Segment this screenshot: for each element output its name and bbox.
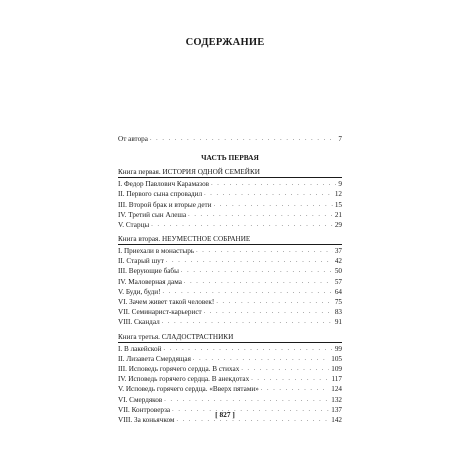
toc-entry	[118, 220, 342, 230]
toc-entry-page: 37	[334, 247, 342, 256]
toc-entry-label: III. Исповедь горячего сердца. В стихах	[118, 364, 240, 373]
toc-entry-page: 75	[334, 298, 342, 307]
toc-entry	[118, 277, 342, 287]
dot-leader	[162, 287, 332, 297]
toc-entry-page: 137	[331, 405, 342, 414]
page-title: СОДЕРЖАНИЕ	[185, 37, 265, 48]
toc-entry-page: 15	[334, 200, 342, 209]
dot-leader	[204, 307, 333, 317]
table-of-contents	[118, 134, 342, 425]
dot-leader	[150, 134, 336, 144]
toc-entry-label: III. Верующие бабы	[118, 267, 179, 276]
toc-entry-page: 7	[338, 134, 342, 143]
book-title: Книга первая. ИСТОРИЯ ОДНОЙ СЕМЕЙКИ	[118, 167, 342, 178]
toc-entry-label: V. Старцы	[118, 220, 150, 229]
toc-entry-label: IV. Маловерная дама	[118, 277, 182, 286]
toc-entry-label: VI. Смердяков	[118, 395, 163, 404]
toc-entry	[118, 344, 342, 354]
toc-entry	[118, 246, 342, 256]
dot-leader	[163, 344, 332, 354]
dot-leader	[184, 277, 333, 287]
toc-entry-label: VIII. За коньячком	[118, 415, 175, 424]
toc-entry-page: 21	[334, 210, 342, 219]
toc-entry-label: IV. Исповедь горячего сердца. В анекдотах	[118, 375, 250, 384]
toc-entry-page: 29	[334, 220, 342, 229]
toc-entry-page: 64	[334, 287, 342, 296]
dot-leader	[204, 189, 333, 199]
toc-entry-label: VII. Контроверза	[118, 405, 171, 414]
toc-entry	[118, 395, 342, 405]
dot-leader	[164, 395, 329, 405]
toc-entry-label: I. Федор Павлович Карамазов	[118, 180, 210, 189]
toc-entry-label: II. Первого сына спровадил	[118, 190, 203, 199]
dot-leader	[241, 364, 329, 374]
toc-entry-preface	[118, 134, 342, 144]
toc-entry-page: 42	[334, 257, 342, 266]
toc-entry-page: 9	[338, 180, 342, 189]
toc-entry-page: 142	[331, 415, 342, 424]
toc-entry	[118, 200, 342, 210]
toc-entry	[118, 374, 342, 384]
dot-leader	[211, 179, 336, 189]
book-section	[118, 234, 342, 328]
toc-entry-page: 124	[331, 385, 342, 394]
toc-entry	[118, 189, 342, 199]
toc-entry	[118, 297, 342, 307]
toc-entry	[118, 287, 342, 297]
toc-entry-page: 105	[331, 354, 342, 363]
toc-entry	[118, 256, 342, 266]
dot-leader	[193, 354, 329, 364]
toc-entry	[118, 364, 342, 374]
toc-entry-page: 12	[334, 190, 342, 199]
dot-leader	[181, 266, 333, 276]
toc-entry-page: 132	[331, 395, 342, 404]
part-title: ЧАСТЬ ПЕРВАЯ	[201, 153, 259, 163]
toc-entry-page: 50	[334, 267, 342, 276]
dot-leader	[166, 256, 333, 266]
dot-leader	[151, 220, 333, 230]
toc-entry-label: II. Старый шут	[118, 257, 164, 266]
dot-leader	[261, 384, 329, 394]
toc-entry-label: VII. Семинарист-карьерист	[118, 308, 202, 317]
toc-entry-label: VI. Зачем живет такой человек!	[118, 298, 215, 307]
toc-entry	[118, 210, 342, 220]
toc-entry-label: V. Исповедь горячего сердца. «Вверх пятами»	[118, 385, 259, 394]
toc-entry-page: 57	[334, 277, 342, 286]
toc-entry-label: От автора	[118, 134, 148, 143]
toc-entry-label: I. В лакейской	[118, 344, 162, 353]
page-number: [ 827 ]	[215, 410, 235, 419]
book-section	[118, 167, 342, 230]
toc-entry-page: 117	[331, 375, 342, 384]
toc-entry	[118, 179, 342, 189]
dot-leader	[214, 200, 333, 210]
toc-entry-label: V. Буди, буди!	[118, 287, 161, 296]
toc-entry-label: I. Приехали в монастырь	[118, 247, 195, 256]
dot-leader	[216, 297, 332, 307]
toc-entry-label: III. Второй брак и вторые дети	[118, 200, 212, 209]
toc-entry-label: VIII. Скандал	[118, 318, 160, 327]
book-title: Книга вторая. НЕУМЕСТНОЕ СОБРАНИЕ	[118, 234, 342, 245]
toc-entry-label: IV. Третий сын Алеша	[118, 210, 187, 219]
toc-entry-page: 91	[334, 318, 342, 327]
toc-entry	[118, 354, 342, 364]
dot-leader	[188, 210, 333, 220]
dot-leader	[196, 246, 333, 256]
toc-entry	[118, 267, 342, 277]
toc-entry	[118, 317, 342, 327]
toc-entry-page: 83	[334, 308, 342, 317]
dot-leader	[162, 317, 333, 327]
toc-entry	[118, 384, 342, 394]
toc-entry-label: II. Лизавета Смердящая	[118, 354, 191, 363]
book-title: Книга третья. СЛАДОСТРАСТНИКИ	[118, 332, 342, 343]
toc-entry-page: 99	[334, 344, 342, 353]
dot-leader	[251, 374, 329, 384]
toc-entry	[118, 307, 342, 317]
toc-entry-page: 109	[331, 364, 342, 373]
